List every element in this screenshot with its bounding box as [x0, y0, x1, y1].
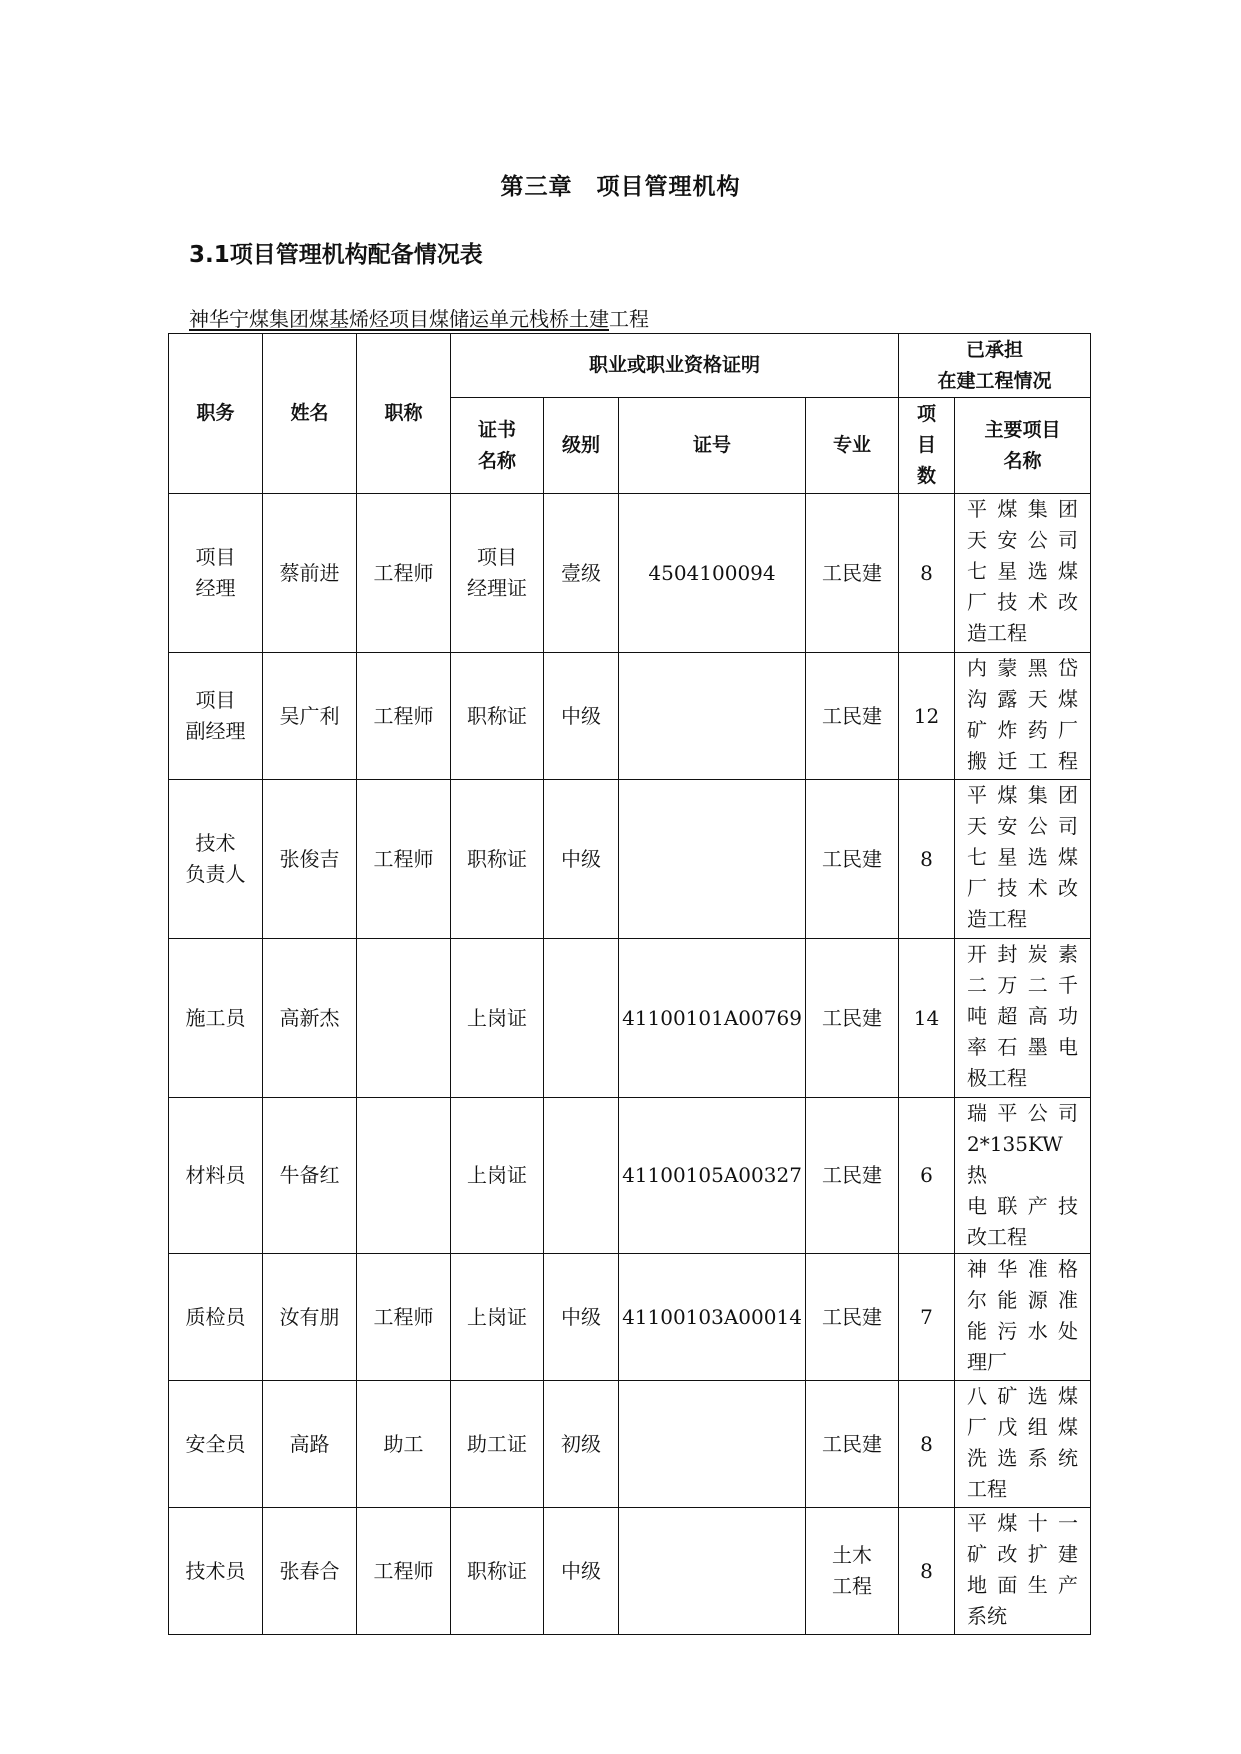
specialty-line: 工民建 [822, 846, 882, 871]
staff-rows [169, 494, 1091, 1635]
table-row [169, 1381, 1091, 1508]
project-count-cell: 8 [899, 494, 955, 653]
specialty-cell [806, 653, 899, 780]
cert-no-cell: 41100101A00769 [619, 939, 806, 1098]
position-line: 项目 [195, 688, 236, 712]
project-count-cell: 14 [899, 939, 955, 1098]
header-position: 职务 [169, 334, 263, 494]
header-cert-name-line: 证书 [477, 418, 516, 441]
name-cell: 高新杰 [263, 939, 357, 1098]
title-cell: 工程师 [357, 494, 451, 653]
project-count-cell: 8 [899, 1381, 955, 1508]
position-line: 安全员 [185, 1431, 246, 1456]
cert-no-cell [619, 1508, 806, 1635]
chapter-title: 第三章 项目管理机构 [500, 174, 741, 200]
main-project-line: 系统 [967, 1604, 1008, 1628]
main-project-line: 八矿选煤 [967, 1384, 1079, 1408]
main-project-line: 电联产技 [967, 1194, 1079, 1218]
cert-no-cell: 41100103A00014 [619, 1254, 806, 1381]
level-cell: 中级 [544, 780, 619, 939]
table-row [169, 1508, 1091, 1635]
position-cell [169, 939, 263, 1098]
specialty-cell [806, 780, 899, 939]
project-count-cell: 8 [899, 1508, 955, 1635]
title-cell: 助工 [357, 1381, 451, 1508]
cert-name-line: 上岗证 [467, 1304, 527, 1329]
cert-no-cell: 4504100094 [619, 494, 806, 653]
header-row-1 [169, 334, 1091, 398]
level-cell: 初级 [544, 1381, 619, 1508]
position-cell [169, 1254, 263, 1381]
main-project-line: 改工程 [967, 1225, 1028, 1249]
specialty-cell [806, 1508, 899, 1635]
header-count-line: 项 [917, 403, 937, 425]
name-cell: 高路 [263, 1381, 357, 1508]
cert-name-line: 职称证 [467, 1558, 527, 1583]
header-main-projects-line: 主要项目 [984, 418, 1061, 441]
title-cell: 工程师 [357, 1508, 451, 1635]
specialty-line: 工民建 [822, 1005, 882, 1030]
main-project-line: 厂技术改 [967, 590, 1079, 614]
project-name [189, 303, 649, 332]
cert-no-cell: 41100105A00327 [619, 1098, 806, 1254]
header-level: 级别 [544, 398, 619, 494]
specialty-line: 工民建 [822, 1431, 882, 1456]
specialty-line: 工民建 [822, 1304, 882, 1329]
cert-name-line: 上岗证 [467, 1163, 527, 1187]
main-project-cell [955, 1254, 1091, 1381]
project-count-cell: 7 [899, 1254, 955, 1381]
title-cell [357, 1098, 451, 1254]
title-cell: 工程师 [357, 1254, 451, 1381]
header-cert-no: 证号 [619, 398, 806, 494]
name-cell: 蔡前进 [263, 494, 357, 653]
main-project-cell [955, 494, 1091, 653]
main-project-cell [955, 1508, 1091, 1635]
header-count-line: 目 [917, 434, 937, 456]
main-project-line: 厂戊组煤 [967, 1415, 1079, 1439]
project-count-cell: 6 [899, 1098, 955, 1254]
main-project-cell [955, 780, 1091, 939]
main-project-line: 吨超高功 [967, 1004, 1079, 1028]
main-project-line: 天安公司 [967, 814, 1079, 838]
position-cell [169, 494, 263, 653]
main-project-line: 二万二千 [967, 973, 1079, 997]
position-line: 质检员 [185, 1304, 246, 1329]
main-project-line: 工程 [967, 1477, 1008, 1501]
name-cell: 吴广利 [263, 653, 357, 780]
header-specialty: 专业 [806, 398, 899, 494]
staff-table [168, 333, 1091, 1635]
main-project-line: 瑞平公司 [967, 1101, 1079, 1125]
position-cell [169, 1381, 263, 1508]
main-project-line: 能污水处 [967, 1319, 1079, 1343]
specialty-line: 土木 [832, 1543, 872, 1567]
header-project-count [899, 398, 955, 494]
main-project-line: 造工程 [967, 907, 1028, 931]
name-cell: 张春合 [263, 1508, 357, 1635]
main-project-line: 理厂 [967, 1350, 1008, 1374]
main-project-line: 内蒙黑岱 [967, 656, 1079, 680]
table-row [169, 1254, 1091, 1381]
main-project-line: 矿改扩建 [967, 1542, 1079, 1566]
table-row [169, 653, 1091, 780]
cert-name-line: 经理证 [467, 576, 527, 600]
position-line: 技术员 [185, 1558, 246, 1583]
level-cell: 中级 [544, 1508, 619, 1635]
main-project-line: 开封炭素 [967, 942, 1079, 966]
specialty-cell [806, 494, 899, 653]
main-project-cell [955, 1098, 1091, 1254]
main-project-line: 七星选煤 [967, 559, 1079, 583]
project-count-cell: 8 [899, 780, 955, 939]
header-name: 姓名 [263, 334, 357, 494]
name-cell: 牛备红 [263, 1098, 357, 1254]
main-project-line: 极工程 [967, 1066, 1028, 1090]
cert-name-cell [451, 1381, 544, 1508]
table-row [169, 494, 1091, 653]
position-line: 项目 [195, 545, 236, 569]
position-cell [169, 1508, 263, 1635]
specialty-cell [806, 1381, 899, 1508]
section-title: 3.1项目管理机构配备情况表 [189, 242, 483, 268]
specialty-line: 工民建 [822, 1163, 882, 1187]
position-line: 技术 [195, 831, 236, 855]
header-qualification: 职业或职业资格证明 [451, 334, 899, 398]
header-main-projects [955, 398, 1091, 494]
table-row [169, 1098, 1091, 1254]
main-project-line: 地面生产 [967, 1573, 1079, 1597]
main-project-line: 天安公司 [967, 528, 1079, 552]
header-cert-name-line: 名称 [477, 449, 516, 472]
cert-name-cell [451, 1098, 544, 1254]
cert-name-line: 职称证 [467, 846, 527, 871]
main-project-cell [955, 653, 1091, 780]
table-row [169, 939, 1091, 1098]
cert-no-cell [619, 653, 806, 780]
main-project-line: 尔能源准 [967, 1288, 1079, 1312]
title-cell [357, 939, 451, 1098]
position-cell [169, 780, 263, 939]
project-name-underlined: 神华宁煤集团煤基烯烃项目煤储运单元栈桥土建 [189, 307, 609, 331]
name-cell: 汝有朋 [263, 1254, 357, 1381]
main-project-line: 矿炸药厂 [967, 718, 1079, 742]
header-main-projects-line: 名称 [1003, 449, 1042, 472]
position-cell [169, 653, 263, 780]
project-count-cell: 12 [899, 653, 955, 780]
main-project-line: 七星选煤 [967, 845, 1079, 869]
position-line: 负责人 [185, 862, 246, 886]
main-project-line: 神华准格 [967, 1257, 1079, 1281]
header-undertaken-line: 已承担 [966, 338, 1024, 361]
cert-name-line: 项目 [477, 545, 517, 569]
main-project-line: 率石墨电 [967, 1035, 1079, 1059]
cert-name-cell [451, 653, 544, 780]
main-project-cell [955, 1381, 1091, 1508]
cert-name-line: 上岗证 [467, 1005, 527, 1030]
cert-name-cell [451, 494, 544, 653]
main-project-line: 洗选系统 [967, 1446, 1079, 1470]
main-project-line: 2*135KW热 [967, 1132, 1063, 1187]
cert-no-cell [619, 1381, 806, 1508]
level-cell: 中级 [544, 653, 619, 780]
header-undertaken [899, 334, 1091, 398]
name-cell: 张俊吉 [263, 780, 357, 939]
main-project-line: 平煤集团 [967, 783, 1079, 807]
position-line: 施工员 [185, 1005, 246, 1030]
cert-name-cell [451, 1508, 544, 1635]
position-cell [169, 1098, 263, 1254]
specialty-line: 工民建 [822, 560, 882, 585]
level-cell [544, 939, 619, 1098]
main-project-cell [955, 939, 1091, 1098]
main-project-line: 造工程 [967, 621, 1028, 645]
cert-name-line: 助工证 [467, 1431, 527, 1456]
header-count-line: 数 [917, 465, 937, 487]
main-project-line: 平煤十一 [967, 1511, 1079, 1535]
cert-name-line: 职称证 [467, 703, 527, 728]
cert-name-cell [451, 1254, 544, 1381]
main-project-line: 沟露天煤 [967, 687, 1079, 711]
cert-no-cell [619, 780, 806, 939]
header-title: 职称 [357, 334, 451, 494]
position-line: 副经理 [185, 719, 246, 743]
cert-name-cell [451, 780, 544, 939]
cert-name-cell [451, 939, 544, 1098]
specialty-cell [806, 1254, 899, 1381]
specialty-line: 工程 [832, 1574, 872, 1598]
specialty-line: 工民建 [822, 703, 882, 728]
title-cell: 工程师 [357, 780, 451, 939]
position-line: 材料员 [185, 1163, 246, 1187]
specialty-cell [806, 1098, 899, 1254]
main-project-line: 搬迁工程 [967, 749, 1079, 773]
level-cell: 壹级 [544, 494, 619, 653]
table-row [169, 780, 1091, 939]
position-line: 经理 [195, 576, 236, 600]
project-name-suffix: 工程 [609, 307, 649, 331]
header-undertaken-line: 在建工程情况 [937, 369, 1052, 392]
level-cell [544, 1098, 619, 1254]
main-project-line: 平煤集团 [967, 497, 1079, 521]
title-cell: 工程师 [357, 653, 451, 780]
level-cell: 中级 [544, 1254, 619, 1381]
specialty-cell [806, 939, 899, 1098]
main-project-line: 厂技术改 [967, 876, 1079, 900]
header-cert-name [451, 398, 544, 494]
